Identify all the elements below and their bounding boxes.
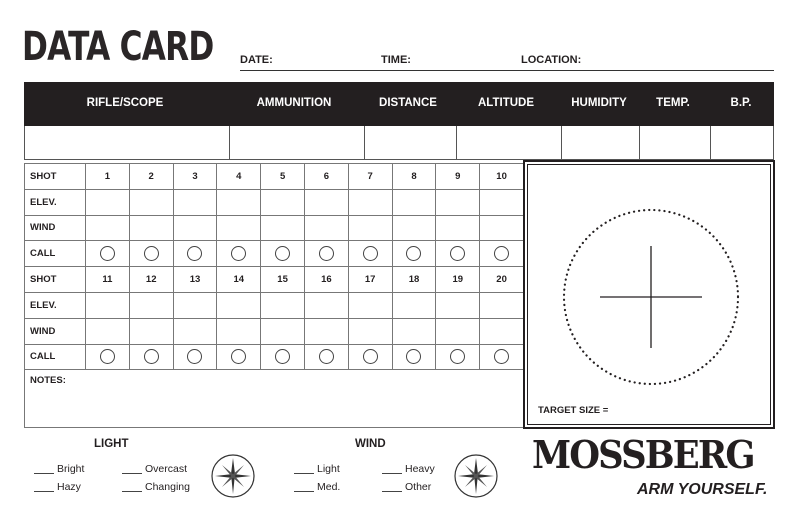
target-box [523,160,775,429]
shot-number: 6 [304,164,348,190]
call-label: CALL [25,241,86,267]
shot-number: 4 [217,164,261,190]
call-cell[interactable] [86,344,130,370]
target-size-label: TARGET SIZE = [538,405,609,416]
call-circle-icon [494,349,509,364]
call-circle-icon [406,349,421,364]
call-circle-icon [144,349,159,364]
elev-cell[interactable] [261,292,305,318]
call-cell[interactable] [261,344,305,370]
shot-number: 10 [480,164,524,190]
conditions-input-row[interactable] [24,126,774,160]
call-circle-icon [494,246,509,261]
elev-cell[interactable] [480,292,524,318]
shot-grid [24,163,524,370]
wind-cell[interactable] [392,215,436,241]
elev-cell[interactable] [173,292,217,318]
notes-label: NOTES: [30,375,66,386]
grid-row-call [25,344,524,370]
grid-row-shot [25,267,524,293]
call-cell[interactable] [304,241,348,267]
elev-cell[interactable] [436,189,480,215]
elev-cell[interactable] [304,292,348,318]
elev-cell[interactable] [129,292,173,318]
call-circle-icon [187,349,202,364]
wind-cell[interactable] [217,318,261,344]
compass-icon [451,450,501,502]
shot-number: 8 [392,164,436,190]
call-label: CALL [25,344,86,370]
call-circle-icon [100,246,115,261]
grid-row-elev [25,292,524,318]
wind-cell[interactable] [304,318,348,344]
time-label: TIME: [381,54,411,66]
call-cell[interactable] [129,241,173,267]
call-cell[interactable] [217,241,261,267]
shot-number: 2 [129,164,173,190]
header-distance: DISTANCE [379,97,437,109]
shot-number: 5 [261,164,305,190]
grid-row-wind [25,215,524,241]
light-option-hazy[interactable]: Hazy [34,481,81,493]
shot-number: 16 [304,267,348,293]
header-bp: B.P. [730,97,752,109]
wind-cell[interactable] [436,215,480,241]
header-rifle-scope: RIFLE/SCOPE [86,97,164,109]
wind-cell[interactable] [86,318,130,344]
date-label: DATE: [240,54,273,66]
call-circle-icon [231,349,246,364]
elev-label: ELEV. [25,189,86,215]
shot-number: 17 [348,267,392,293]
wind-option-heavy[interactable]: Heavy [382,463,435,475]
wind-cell[interactable] [436,318,480,344]
shot-number: 7 [348,164,392,190]
shot-number: 15 [261,267,305,293]
mossberg-logo: MOSSBERG [532,432,754,477]
elev-cell[interactable] [304,189,348,215]
call-cell[interactable] [217,344,261,370]
wind-cell[interactable] [261,215,305,241]
wind-cell[interactable] [129,318,173,344]
wind-option-other[interactable]: Other [382,481,431,493]
call-cell[interactable] [348,241,392,267]
elev-cell[interactable] [217,189,261,215]
grid-row-shot [25,164,524,190]
wind-title: WIND [355,438,386,450]
elev-cell[interactable] [348,189,392,215]
call-cell[interactable] [392,241,436,267]
call-circle-icon [450,246,465,261]
call-circle-icon [187,246,202,261]
call-cell[interactable] [480,241,524,267]
call-circle-icon [406,246,421,261]
shot-number: 1 [86,164,130,190]
call-circle-icon [319,349,334,364]
elev-cell[interactable] [86,292,130,318]
light-title: LIGHT [94,438,129,450]
elev-cell[interactable] [217,292,261,318]
call-circle-icon [275,246,290,261]
wind-cell[interactable] [480,215,524,241]
wind-cell[interactable] [348,318,392,344]
wind-label: WIND [25,215,86,241]
call-circle-icon [363,246,378,261]
light-option-bright[interactable]: Bright [34,463,84,475]
shot-number: 20 [480,267,524,293]
call-cell[interactable] [173,344,217,370]
call-cell[interactable] [261,241,305,267]
location-label: LOCATION: [521,54,582,66]
elev-cell[interactable] [436,292,480,318]
wind-cell[interactable] [261,318,305,344]
wind-cell[interactable] [392,318,436,344]
grid-row-call [25,241,524,267]
shot-number: 18 [392,267,436,293]
header-temp: TEMP. [656,97,690,109]
wind-cell[interactable] [129,215,173,241]
call-circle-icon [319,246,334,261]
shot-number: 11 [86,267,130,293]
wind-cell[interactable] [217,215,261,241]
call-circle-icon [231,246,246,261]
wind-cell[interactable] [86,215,130,241]
brand-tagline: ARM YOURSELF. [637,481,768,498]
header-humidity: HUMIDITY [571,97,627,109]
header-ammunition: AMMUNITION [256,97,332,109]
shot-label: SHOT [25,164,86,190]
wind-cell[interactable] [480,318,524,344]
call-cell[interactable] [436,344,480,370]
call-cell[interactable] [480,344,524,370]
shot-number: 9 [436,164,480,190]
wind-cell[interactable] [173,215,217,241]
call-cell[interactable] [436,241,480,267]
grid-row-wind [25,318,524,344]
call-circle-icon [450,349,465,364]
wind-cell[interactable] [348,215,392,241]
call-circle-icon [100,349,115,364]
call-circle-icon [363,349,378,364]
elev-cell[interactable] [173,189,217,215]
elev-cell[interactable] [392,292,436,318]
notes-field[interactable] [24,369,524,428]
elev-cell[interactable] [86,189,130,215]
grid-row-elev [25,189,524,215]
shot-number: 13 [173,267,217,293]
card-title: DATA CARD [22,24,214,70]
conditions-header [24,82,774,126]
call-circle-icon [144,246,159,261]
wind-cell[interactable] [304,215,348,241]
elev-cell[interactable] [348,292,392,318]
wind-label: WIND [25,318,86,344]
elev-cell[interactable] [480,189,524,215]
light-option-overcast[interactable]: Overcast [122,463,187,475]
call-circle-icon [275,349,290,364]
light-option-changing[interactable]: Changing [122,481,190,493]
compass-icon [208,450,258,502]
call-cell[interactable] [392,344,436,370]
shot-number: 3 [173,164,217,190]
wind-option-light[interactable]: Light [294,463,340,475]
elev-cell[interactable] [129,189,173,215]
elev-label: ELEV. [25,292,86,318]
shot-number: 14 [217,267,261,293]
shot-label: SHOT [25,267,86,293]
shot-number: 12 [129,267,173,293]
call-cell[interactable] [348,344,392,370]
call-cell[interactable] [173,241,217,267]
wind-option-med[interactable]: Med. [294,481,340,493]
call-cell[interactable] [86,241,130,267]
shot-number: 19 [436,267,480,293]
target-reticle-icon [528,165,773,427]
header-altitude: ALTITUDE [477,97,535,109]
call-cell[interactable] [304,344,348,370]
call-cell[interactable] [129,344,173,370]
meta-underline [240,70,774,71]
elev-cell[interactable] [392,189,436,215]
elev-cell[interactable] [261,189,305,215]
wind-cell[interactable] [173,318,217,344]
